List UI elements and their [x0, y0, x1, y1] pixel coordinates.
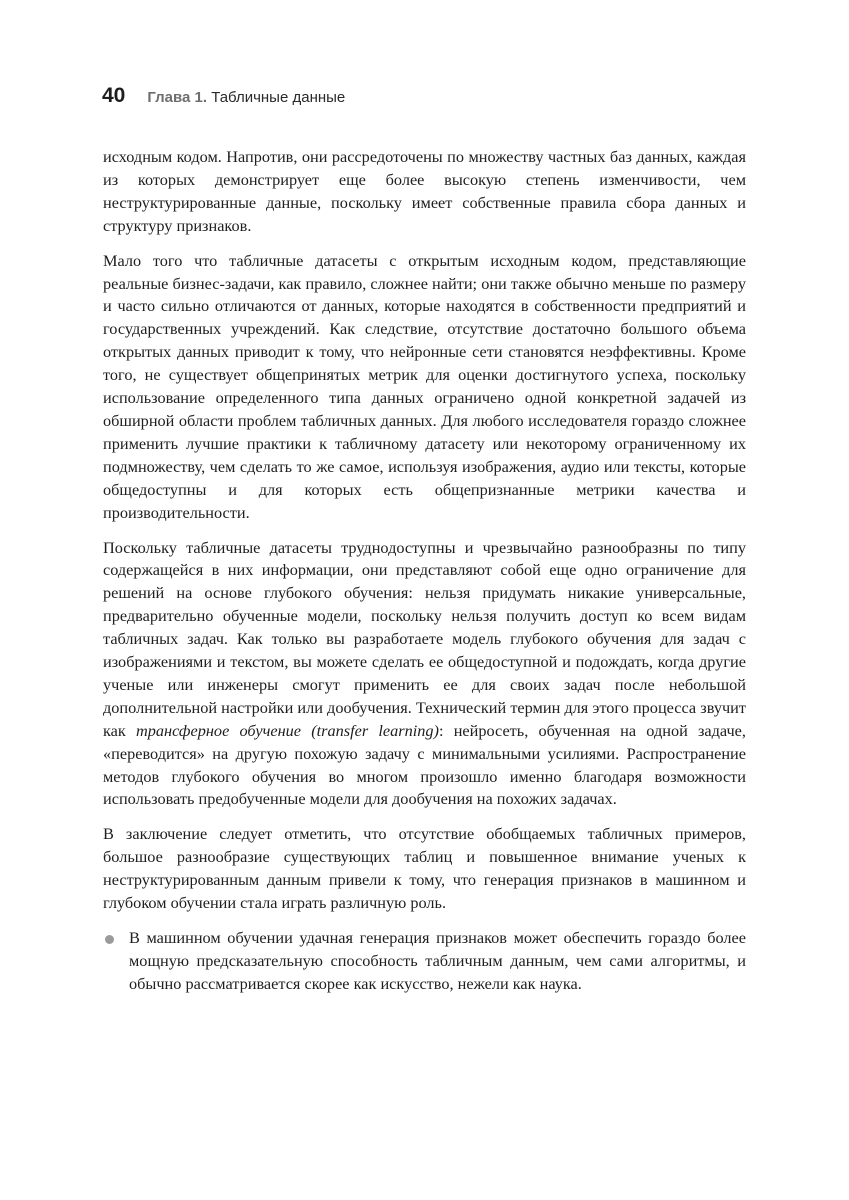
paragraph-3-text-after: : нейросеть, обученная на одной задаче, «переводится» на другую похожую задачу с минимальными усилиями. Распространение методов глубокого обучения во многом произошло именно благодаря возможности использовать предобученные модели для дообучения на похожих задачах. — [103, 720, 746, 809]
paragraph-2: Мало того что табличные датасеты с открытым исходным кодом, представляющие реальные бизнес-задачи, как правило, сложнее найти; они также обычно меньше по размеру и часто сильно отличаются от данных, которые находятся в собственности предприятий и государственных учреждений. Как следствие, отсутствие достаточно большого объема открытых данных приводит к тому, что нейронные сети становятся неэффективны. Кроме того, не существует общепринятых метрик для оценки достигнутого успеха, поскольку использование определенного типа данных ограничено одной конкретной задачей из обширной области проблем табличных данных. Для любого исследователя гораздо сложнее применить лучшие практики к табличному датасету или некоторому ограниченному их подмножеству, чем сделать то же самое, используя изображения, аудио или тексты, которые общедоступны и для которых есть общепризнанные метрики качества и производительности. — [103, 250, 746, 522]
chapter-title: Табличные данные — [211, 89, 346, 106]
paragraph-4: В заключение следует отметить, что отсутствие обобщаемых табличных примеров, большое разнообразие существующих таблиц и повышенное внимание ученых к неструктурированным данным привели к тому, что генерация признаков в машинном и глубоком обучении стала играть различную роль. — [103, 824, 746, 913]
chapter-heading — [147, 89, 345, 106]
bullet-item-text: В машинном обучении удачная генерация признаков может обеспечить гораздо более мощную предсказательную способность табличным данным, чем сами алгоритмы, и обычно рассматривается скорее как искусство, нежели как наука. — [129, 928, 746, 993]
chapter-label: Глава 1. — [147, 89, 208, 106]
bullet-list — [103, 927, 746, 996]
bullet-item — [103, 927, 746, 996]
bullet-dot-icon — [105, 935, 114, 944]
page-number: 40 — [102, 84, 126, 107]
paragraph-3 — [103, 537, 746, 812]
term-transfer-learning: трансферное обучение (transfer learning) — [135, 720, 439, 740]
page-header — [102, 84, 345, 116]
paragraph-1: исходным кодом. Напротив, они рассредоточены по множеству частных баз данных, каждая из которых демонстрирует еще более высокую степень изменчивости, чем неструктурированные данные, поскольку имеет собственные правила сбора данных и структуру признаков. — [103, 147, 746, 235]
page-body — [103, 146, 746, 996]
paragraph-3-text-before: Поскольку табличные датасеты труднодоступны и чрезвычайно разнообразны по типу содержащейся в них информации, они представляют собой еще одно ограничение для решений на основе глубокого обучения: нельзя придумать никакие универсальные, предварительно обученные модели, поскольку нельзя получить доступ ко всем видам табличных задач. Как только вы разработаете модель глубокого обучения для задач с изображениями и текстом, вы можете сделать ее общедоступной и подождать, когда другие ученые или инженеры смогут применить ее для своих задач после небольшой дополнительной настройки или дообучения. Технический термин для этого процесса звучит как — [103, 537, 746, 740]
